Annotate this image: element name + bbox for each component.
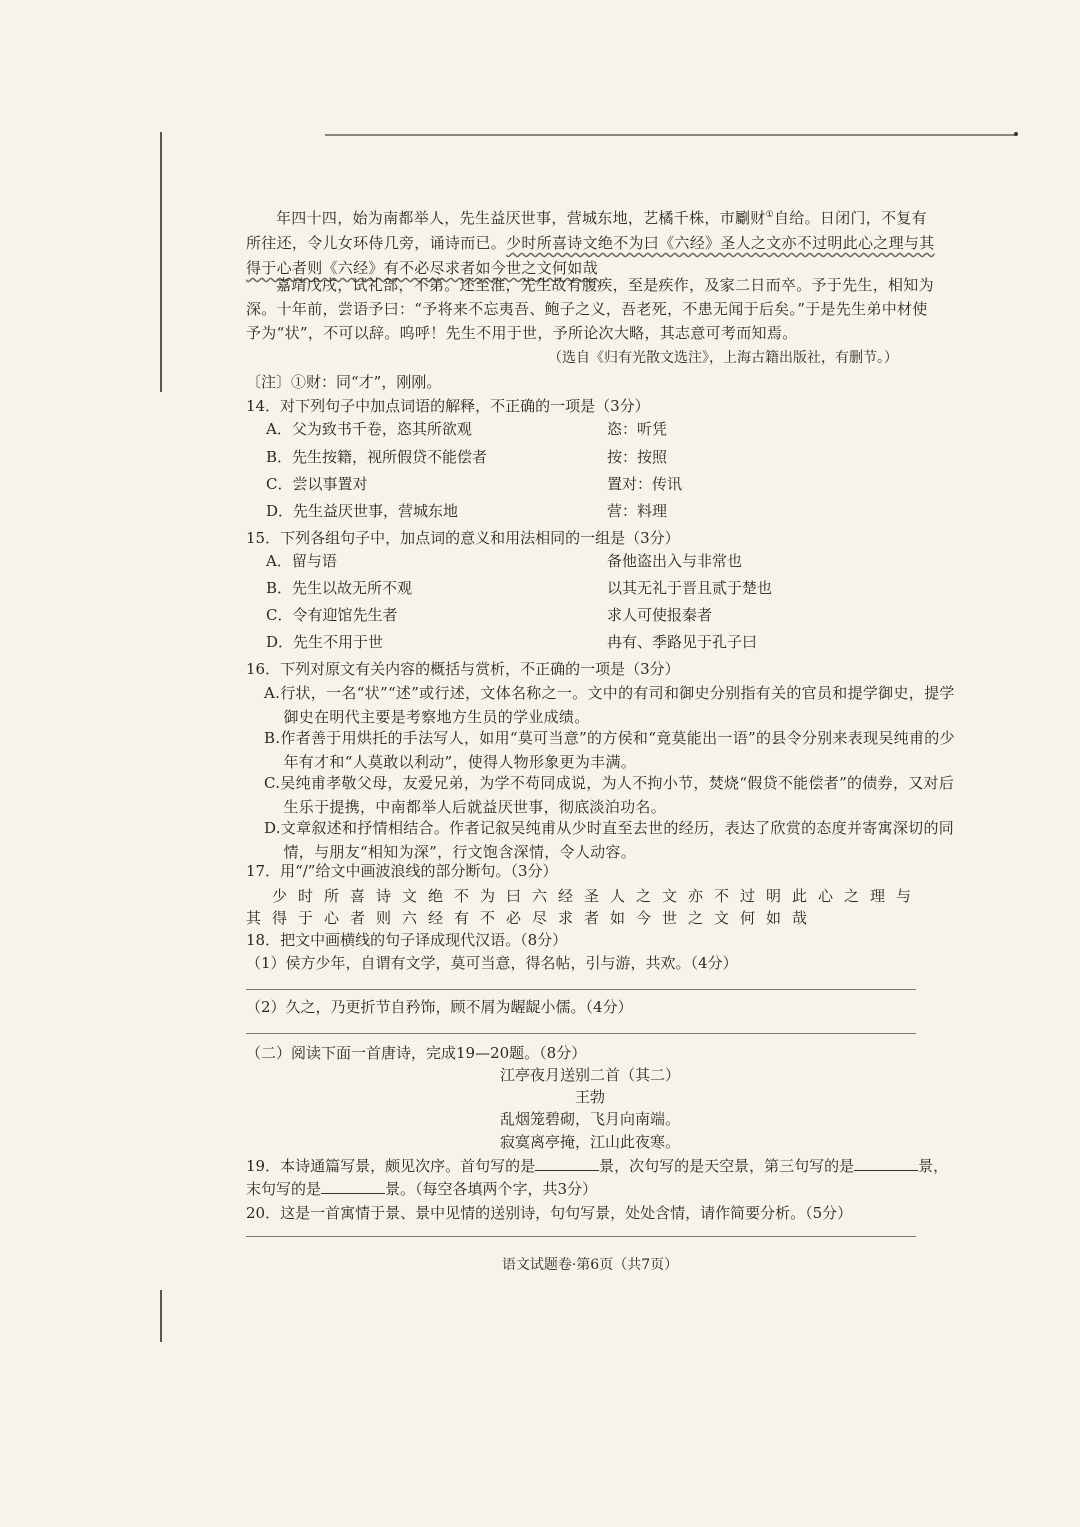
q19-text-c: 景， bbox=[918, 1157, 949, 1175]
q18-sentence-2: （2）久之，乃更折节自矜饰，顾不屑为龌龊小儒。（4分） bbox=[246, 998, 633, 1016]
q17-punctuation-line-1: 少时所喜诗文绝不为曰六经圣人之文亦不过明此心之理与 bbox=[272, 887, 923, 905]
q15-stem: 15．下列各组句子中，加点词的意义和用法相同的一组是（3分） bbox=[246, 529, 680, 547]
q17-stem: 17．用“/”给文中画波浪线的部分断句。（3分） bbox=[246, 862, 558, 880]
q18-answer-line-2[interactable] bbox=[246, 1033, 916, 1034]
q19-text-a: 19．本诗通篇写景，颇见次序。首句写的是 bbox=[246, 1157, 536, 1175]
poem-line-1: 乱烟笼碧砌，飞月向南端。 bbox=[499, 1110, 680, 1128]
passage-paragraph-2: 嘉靖戊戌，试礼部，不第。还至淮，先生故有腹疾，至是疾作，及家二日而卒。予于先生，相知为深。十年前，尝语予曰：“予将来不忘夷吾、鲍子之义，吾老死，不患无闻于后矣。”于是先生弟中材使予为“状”，不可以辞。呜呼！先生不用于世，予所论次大略，其志意可考而知焉。 bbox=[246, 276, 934, 342]
q18-sentence-1: （1）侯方少年，自谓有文学，莫可当意，得名帖，引与游，共欢。（4分） bbox=[246, 954, 738, 972]
q19-blank-3[interactable] bbox=[321, 1179, 385, 1194]
corner-dot bbox=[1014, 132, 1018, 136]
q15-option-b-compare: 以其无礼于晋且贰于楚也 bbox=[607, 579, 773, 597]
q15-option-d-compare: 冉有、季路见于孔子曰 bbox=[607, 633, 758, 651]
q16-option-a: A.行状，一名“状”“述”或行述，文体名称之一。文中的有司和御史分别指有关的官员和提学御史，提学御史在明代主要是考察地方生员的学业成绩。 bbox=[264, 684, 955, 726]
q14-option-b: B．先生按籍，视所假贷不能偿者 bbox=[266, 448, 488, 466]
passage-paragraph-1 bbox=[246, 203, 940, 281]
q15-option-d: D．先生不用于世 bbox=[266, 633, 384, 651]
section2-stem: （二）阅读下面一首唐诗，完成19—20题。（8分） bbox=[246, 1044, 587, 1062]
q19-blank-1[interactable] bbox=[535, 1156, 599, 1171]
q17-punctuation-line-2: 其得于心者则六经有不必尽求者如今世之文何如哉 bbox=[246, 909, 819, 927]
q16-option-b: B.作者善于用烘托的手法写人，如用“莫可当意”的方侯和“竟莫能出一语”的县令分别来表现吴纯甫的少年有才和“人莫敢以利动”，使得人物形象更为丰满。 bbox=[264, 729, 955, 771]
q20-stem: 20．这是一首寓情于景、景中见情的送别诗，句句写景，处处含情，请作简要分析。（5分） bbox=[246, 1204, 853, 1222]
q19-line-1 bbox=[246, 1154, 948, 1178]
q14-option-c: C．尝以事置对 bbox=[266, 475, 368, 493]
poem-title: 江亭夜月送别二首（其二） bbox=[499, 1066, 680, 1084]
margin-line-top bbox=[160, 132, 162, 392]
q14-option-d: D．先生益厌世事，营城东地 bbox=[266, 502, 459, 520]
poem-line-2: 寂寞离亭掩，江山此夜寒。 bbox=[499, 1133, 680, 1151]
q14-option-c-gloss: 置对：传讯 bbox=[607, 475, 683, 493]
q15-option-a: A．留与语 bbox=[266, 552, 337, 570]
q14-stem: 14．对下列句子中加点词语的解释，不正确的一项是（3分） bbox=[246, 397, 650, 415]
margin-line-bottom bbox=[160, 1290, 162, 1342]
page-footer: 语文试题卷·第6页（共7页） bbox=[501, 1257, 679, 1273]
q20-answer-line[interactable] bbox=[246, 1236, 916, 1237]
q14-option-a: A．父为致书千卷，恣其所欲观 bbox=[266, 420, 472, 438]
q19-line-2 bbox=[246, 1177, 597, 1201]
q15-option-b: B．先生以故无所不观 bbox=[266, 579, 413, 597]
q19-text-d: 末句写的是 bbox=[246, 1180, 322, 1198]
annotation-note: 〔注〕①财：同“才”，刚刚。 bbox=[246, 373, 442, 391]
q16-option-c: C.吴纯甫孝敬父母，友爱兄弟，为学不苟同成说，为人不拘小节，焚烧“假贷不能偿者”的债券，又对后生乐于提携，中南都举人后就益厌世事，彻底淡泊功名。 bbox=[264, 774, 955, 816]
wavy-underlined-text: 少时所喜诗文绝不为曰《六经》圣人之文亦不过明此心之理与其得于心者则《六经》有不必尽求者如今世之文何如哉 bbox=[246, 234, 935, 277]
top-rule bbox=[325, 134, 1015, 136]
footnote-mark: ① bbox=[765, 210, 774, 220]
q15-option-c-compare: 求人可使报秦者 bbox=[607, 606, 713, 624]
passage-text: 年四十四，始为南都举人，先生益厌世事，营城东地，艺橘千株，市劚财 bbox=[276, 209, 766, 227]
passage-text-cont: 自给。日闭门，不复有所往还，令儿女环侍几旁，诵诗而已。 bbox=[246, 209, 927, 252]
q19-blank-2[interactable] bbox=[854, 1156, 918, 1171]
q16-stem: 16．下列对原文有关内容的概括与赏析，不正确的一项是（3分） bbox=[246, 660, 680, 678]
q14-option-d-gloss: 营：料理 bbox=[607, 502, 668, 520]
q16-option-d: D.文章叙述和抒情相结合。作者记叙吴纯甫从少时直至去世的经历，表达了欣赏的态度并寄寓深切的同情，与朋友“相知为深”，行文饱含深情，令人动容。 bbox=[264, 819, 955, 861]
q15-option-c: C．令有迎馆先生者 bbox=[266, 606, 398, 624]
q14-option-b-gloss: 按：按照 bbox=[607, 448, 668, 466]
poem-author: 王勃 bbox=[574, 1088, 605, 1106]
q18-stem: 18．把文中画横线的句子译成现代汉语。（8分） bbox=[246, 931, 568, 949]
q19-text-b: 景，次句写的是天空景，第三句写的是 bbox=[599, 1157, 855, 1175]
q14-option-a-gloss: 恣：听凭 bbox=[607, 420, 668, 438]
q18-answer-line-1[interactable] bbox=[246, 989, 916, 990]
passage-source: （选自《归有光散文选注》，上海古籍出版社，有删节。） bbox=[548, 350, 898, 366]
q15-option-a-compare: 备他盗出入与非常也 bbox=[607, 552, 743, 570]
q19-text-e: 景。（每空各填两个字，共3分） bbox=[385, 1180, 598, 1198]
